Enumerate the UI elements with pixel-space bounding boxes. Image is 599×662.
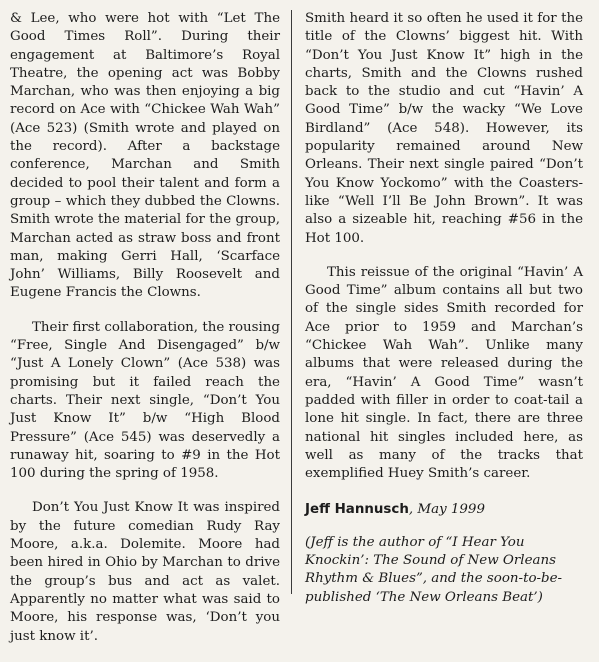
right-paragraph-1: Smith heard it so often he used it for the title of the Clowns’ biggest hit. With “Don’t You Just Know It” high in the charts, Smith and the Clowns rushed back to the studio and cut “Havin’ A Good Time” b/w the wacky “We Love Birdland” (Ace 548). However, its popularity remained around New Orleans. Their next single paired “Don’t You Know Yockomo” with the Coasters-like “Well I’ll Be John Brown”. It was also a sizeable hit, reaching #56 in the Hot 100.	[305, 11, 583, 246]
author-name: Jeff Hannusch	[305, 502, 409, 518]
left-paragraph-1: & Lee, who were hot with “Let The Good Times Roll”. During their engagement at Baltimore’s Royal Theatre, the opening act was Bobby Marchan, who was then enjoying a big record on Ace with “Chickee Wah Wah” (Ace 523) (Smith wrote and played on the record). After a backstage conference, Marchan and Smith decided to pool their talent and form a group – which they dubbed the Clowns. Smith wrote the material for the group, Marchan acted as straw boss and front man, making Gerri Hall, ‘Scarface John’ Williams, Billy Roosevelt and Eugene Francis the Clowns.	[10, 11, 280, 301]
left-paragraph-2: Their first collaboration, the rousing “Free, Single And Disengaged” b/w “Just A Lonely Clown” (Ace 538) was promising but it failed reach the charts. Their next single, “Don’t You Just Know It” b/w “High Blood Pressure” (Ace 545) was deservedly a runaway hit, soaring to #9 in the Hot 100 during the spring of 1958.	[10, 319, 280, 482]
author-note: (Jeff is the author of “I Hear You Knockin’: The Sound of New Orleans Rhythm & Blues”, and the soon-to-be-published ‘The New Orleans Beat’)	[305, 534, 563, 605]
author-credit	[305, 501, 583, 519]
column-divider	[291, 10, 292, 594]
right-column	[305, 10, 583, 607]
credit-date: , May 1999	[408, 502, 485, 518]
left-column	[10, 10, 280, 662]
left-paragraph-3: Don’t You Just Know It was inspired by the future comedian Rudy Ray Moore, a.k.a. Dolemite. Moore had been hired in Ohio by Marchan to drive the group’s bus and act as valet. Apparently no matter what was said to Moore, his response was, ‘Don’t you just know it’.	[10, 500, 280, 644]
right-paragraph-2: This reissue of the original “Havin’ A Good Time” album contains all but two of the single sides Smith recorded for Ace prior to 1959 and Marchan’s “Chickee Wah Wah”. Unlike many albums that were released during the era, “Havin’ A Good Time” wasn’t padded with filler in order to coat-tail a lone hit single. In fact, there are three national hit singles included here, as well as many of the tracks that exemplified Huey Smith’s career.	[305, 264, 583, 482]
